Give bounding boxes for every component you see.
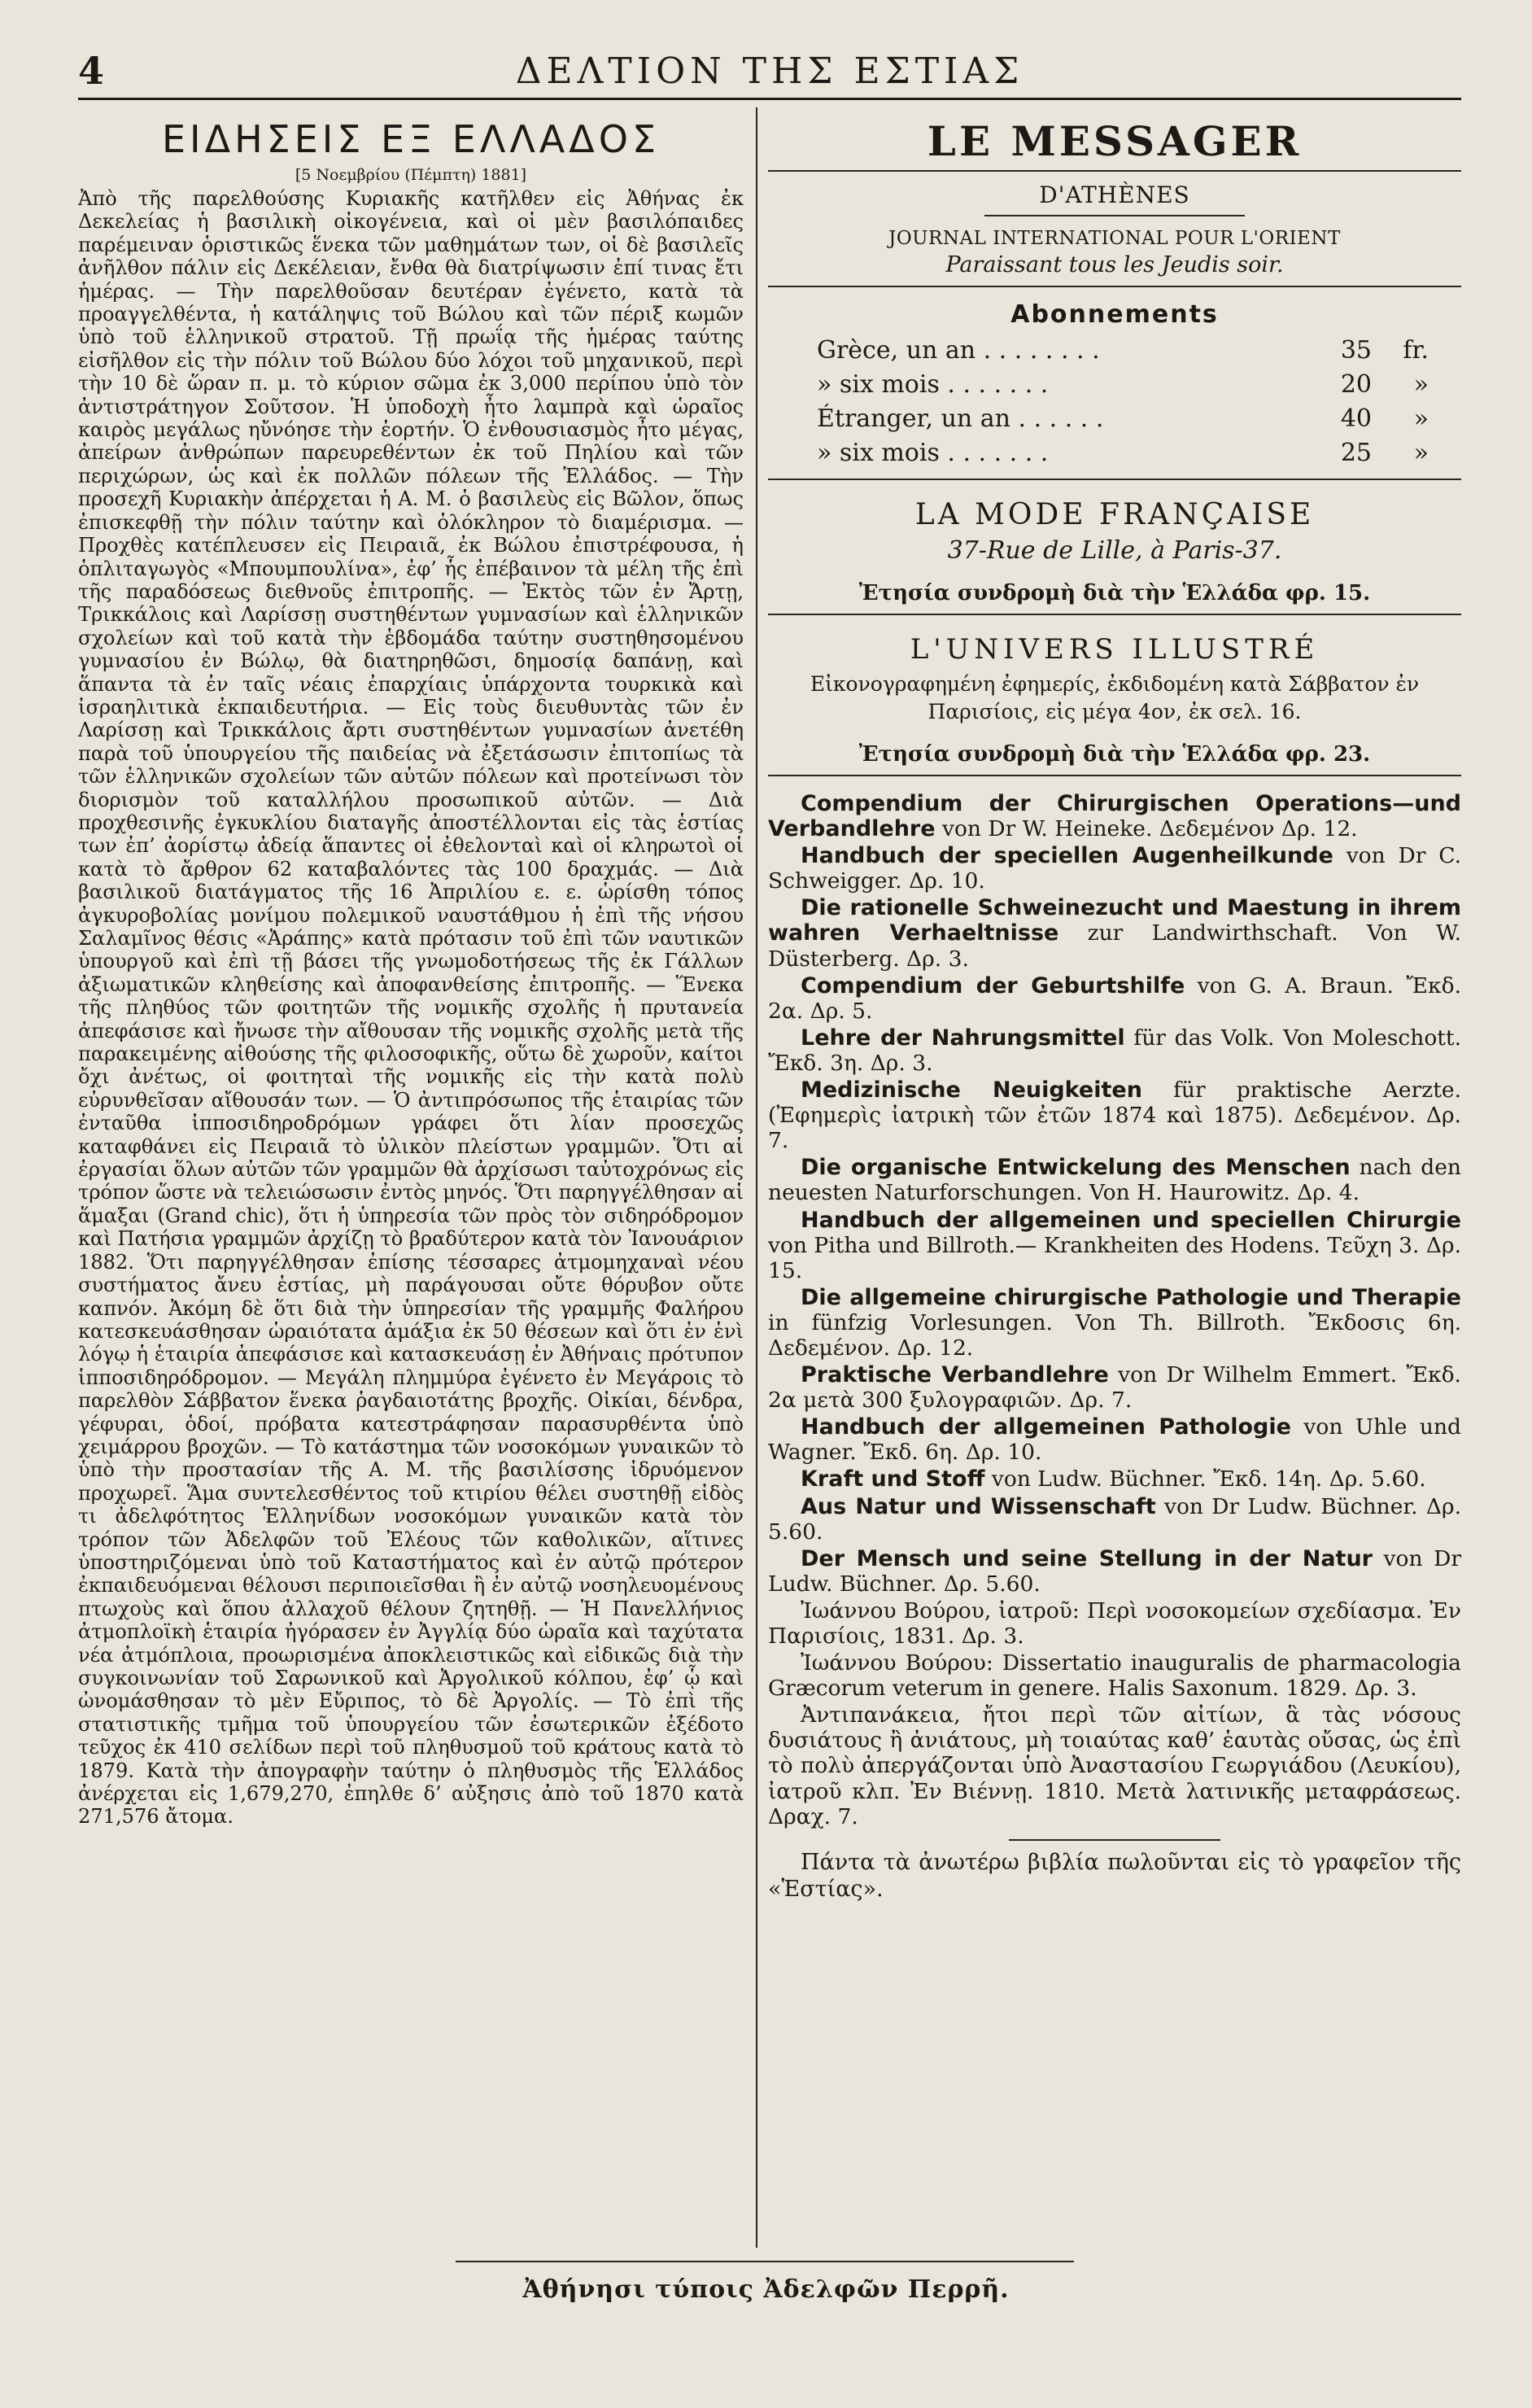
book-title: Der Mensch und seine Stellung in der Natur [801, 1545, 1373, 1571]
book-details: von Uhle und Wagner. Ἔκδ. 6η. Δρ. 10. [768, 1414, 1462, 1466]
book-details: von Dr W. Heineke. Δεδεμένον Δρ. 12. [935, 816, 1358, 842]
price-unit: » [1413, 439, 1429, 467]
book-ad [768, 1025, 1461, 1076]
book-details: Ἰωάννου Βούρου, ἰατροῦ: Περὶ νοσοκομείων σχεδίασμα. Ἐν Παρισίοις, 1831. Δρ. 3. [768, 1597, 1461, 1649]
book-ad [768, 1702, 1461, 1829]
book-title: Praktische Verbandlehre [801, 1362, 1109, 1388]
book-title: Die rationelle Schweinezucht und Maestung in ihrem wahren Verhaeltnisse [768, 895, 1461, 946]
footer-rule [456, 2261, 1074, 2262]
price-row [768, 402, 1461, 436]
price-list [768, 334, 1461, 470]
book-ad [768, 1285, 1461, 1361]
book-title: Handbuch der speciellen Augenheilkunde [801, 843, 1333, 869]
book-title: Compendium der Geburtshilfe [801, 972, 1185, 999]
short-rule [1009, 1839, 1220, 1841]
univers-illustre-subscription: Ἐτησία συνδρομὴ διὰ τὴν Ἑλλάδα φρ. 23. [858, 742, 1371, 767]
book-ad [768, 843, 1461, 894]
right-column [768, 112, 1461, 1925]
price-unit: fr. [1403, 336, 1429, 365]
book-details: Ἀντιπανάκεια, ἤτοι περὶ τῶν αἰτίων, ἃ τὰς νόσους δυσιάτους ἢ ἀνιάτους, μὴ τοιαύτας καθ’ ἑαυτὰς οὔσας, ὡς ἐπὶ τὸ πολὺ ἀπεργάζονται ὑπὸ Ἀναστασίου Γεωργιάδου (Λευκίου), ἰατροῦ κλπ. Ἐν Βιέννῃ. 1810. Μετὰ λατινικῆς μεταφράσεως. Δραχ. 7. [768, 1702, 1461, 1829]
book-details: von Dr Ludw. Büchner. Δρ. 5.60. [768, 1493, 1461, 1545]
printer-imprint: Ἀθήνησι τύποις Ἀδελφῶν Περρῆ. [522, 2275, 1010, 2304]
news-paragraph: Ἀπὸ τῆς παρελθούσης Κυριακῆς κατῆλθεν εἰς Ἀθήνας ἐκ Δεκελείας ἡ βασιλικὴ οἰκογένεια, καὶ οἱ μὲν βασιλόπαιδες παρέμειναν ὁριστικῶς ἕνεκα τῶν μαθημάτων των, οἱ δὲ βασιλεῖς ἀνῆλθον πάλιν εἰς Δεκέλειαν, ἔνθα θὰ διατρίψωσιν ἐπί τινας ἔτι ἡμέρας. — Τὴν παρελθοῦσαν δευτέραν ἐγένετο, κατὰ τὰ προαγγελθέντα, ἡ κατάληψις τοῦ Βώλου καὶ τῶν πέριξ κωμῶν ὑπὸ τοῦ ἑλληνικοῦ στρατοῦ. Τῇ πρωΐᾳ τῆς ἡμέρας ταύτης εἰσῆλθον εἰς τὴν πόλιν τοῦ Βώλου δύο λόχοι τοῦ μηχανικοῦ, περὶ τὴν 10 δὲ ὥραν π. μ. τὸ κύριον σῶμα ἐκ 3,000 περίπου ὑπὸ τὸν ἀντιστράτηγον Σοῦτσον. Ἡ ὑποδοχὴ ἦτο λαμπρὰ καὶ ὡραῖος καιρὸς μεγάλως ηὔνόησε τὴν ἑορτήν. Ὁ ἐνθουσιασμὸς ἦτο μέγας, ἀπείρων ἀνθρώπων παρευρεθέντων ἐκ τοῦ Πηλίου καὶ τῶν περιχώρων, ὡς καὶ ἐκ πολλῶν πόλεων τῆς Ἑλλάδος. — Τὴν προσεχῆ Κυριακὴν ἀπέρχεται ἡ Α. Μ. ὁ βασιλεὺς εἰς Βῶλον, ὅπως ἐπισκεφθῇ τὴν πόλιν ταύτην καὶ ὁλόκληρον τὸ διαμέρισμα. — Προχθὲς κατέπλευσεν εἰς Πειραιᾶ, ἐκ Βώλου ἐπιστρέφουσα, ἡ ὁπλιταγωγὸς «Μπουμπουλίνα», ἐφ’ ἧς ἐπέβαινον τὰ μέλη τῆς ἐπὶ τῆς παραδόσεως διεθνοῦς ἐπιτροπῆς. — Ἐκτὸς τῶν ἐν Ἄρτῃ, Τρικκάλοις καὶ Λαρίσσῃ συστηθέντων γυμνασίων καὶ ἑλληνικῶν σχολείων καὶ τοῦ κατὰ τὴν ἑβδομάδα ταύτην συστηθησομένου γυμνασίου ἐν Βώλῳ, θὰ διατηρηθῶσι, δημοσίᾳ δαπάνῃ, καὶ ἅπαντα τὰ ἐν ταῖς νέαις ἐπαρχίαις ὑπάρχοντα τουρκικὰ καὶ ἰσραηλιτικὰ ἐκπαιδευτήρια. — Εἰς τοὺς διευθυντὰς τῶν ἐν Λαρίσσῃ καὶ Τρικκάλοις ἄρτι συστηθέντων γυμνασίων ἀνετέθη παρὰ τοῦ ὑπουργείου τῆς παιδείας νὰ ἐξετάσωσιν ἐπιτοπίως τὰ τῶν ἑλληνικῶν σχολείων τῶν αὐτῶν πόλεων καὶ προτείνωσι τὸν διορισμὸν τοῦ καταλλήλου προσωπικοῦ αὐτῶν. — Διὰ προχθεσινῆς ἐγκυκλίου διαταγῆς ἀποστέλλονται εἰς τὰς ἑστίας των ἐπ’ ἀορίστῳ ἀδείᾳ ἅπαντες οἱ ἐθελονταὶ καὶ οἱ κληρωτοὶ οἱ κατὰ τὸ ἄρθρον 62 καταβαλόντες τὰς 100 δραχμάς. — Διὰ βασιλικοῦ διατάγματος τῆς 16 Ἀπριλίου ε. ε. ὡρίσθη τόπος ἀγκυροβολίας μονίμου πολεμικοῦ ναυστάθμου ἡ ἐπὶ τῆς νήσου Σαλαμῖνος θέσις «Ἀράπης» κατὰ πρότασιν τοῦ ἐπὶ τῶν ναυτικῶν ὑπουργοῦ καὶ ἐπὶ τῇ βάσει τῆς γνωμοδοτήσεως τῆς ἐκ Γάλλων ἀξιωματικῶν κληθείσης καὶ ἀποφανθείσης ἐπιτροπῆς. — Ἕνεκα τῆς πληθύος τῶν φοιτητῶν τῆς νομικῆς σχολῆς ἡ πρυτανεία ἀπεφάσισε καὶ ἤνωσε τὴν αἴθουσαν τῆς νομικῆς σχολῆς μετὰ τῆς παρακειμένης αἰθούσης τῆς φιλοσοφικῆς, οὕτω δὲ χωροῦν, καίτοι ὄχι ἀνέτως, οἱ φοιτηταὶ τῆς νομικῆς εἰς τὴν κατὰ πολὺ εὐρυνθεῖσαν αἴθουσάν των. — Ὁ ἀντιπρόσωπος τῆς ἑταιρίας τῶν ἐνταῦθα ἱπποσιδηροδρόμων γράφει ὅτι λίαν προσεχῶς καταφθάνει εἰς Πειραιᾶ τὸ ὑλικὸν πλείστων γραμμῶν. Ὅτι αἱ ἐργασίαι ὅλων αὐτῶν τῶν γραμμῶν θὰ ἀρχίσωσι ταὐτοχρόνως εἰς τρόπον ὥστε νὰ τελειώσωσιν ἐντὸς μηνός. Ὅτι παρηγγέλθησαν αἱ ἅμαξαι (Grand chic), ὅτι ἡ ὑπηρεσία τῶν πρὸς τὸν σιδηρόδρομον καὶ Πατήσια γραμμῶν ἀρχίζῃ τὸ βραδύτερον κατὰ τὸν Ἰανουάριον 1882. Ὅτι παρηγγέλθησαν ἐπίσης τέσσαρες ἀτμομηχαναὶ νέου συστήματος ἄνευ ἑστίας, μὴ παράγουσαι οὔτε θόρυβον οὔτε καπνόν. Ἀκόμη δὲ ὅτι διὰ τὴν ὑπηρεσίαν τῆς γραμμῆς Φαλήρου κατεσκευάσθησαν ὡραιότατα ἁμάξια ἐκ 50 θέσεων καὶ ὅτι ἐν ἑνὶ λόγῳ ἡ ἑταιρία ἀπεφάσισε καὶ κατασκευάσῃ ἐν Ἀθήναις πρότυπον ἱπποσιδηρόδρομον. — Μεγάλη πλημμύρα ἐγένετο ἐν Μεγάροις τὸ παρελθὸν Σάββατον ἕνεκα ῥαγδαιοτάτης βροχῆς. Οἰκίαι, δένδρα, γέφυραι, ὁδοί, πρόβατα κατεστράφησαν παρασυρθέντα ὑπὸ χειμάρρου βροχῶν. — Τὸ κατάστημα τῶν νοσοκόμων γυναικῶν τὸ ὑπὸ τὴν προστασίαν τῆς Α. Μ. τῆς βασιλίσσης ἱδρυόμενον προχωρεῖ. Ἅμα συντελεσθέντος τοῦ κτιρίου θέλει συστηθῇ εἰδὸς τι ἀδελφότητος Ἑλληνίδων νοσοκόμων γυναικῶν κατὰ τὸν τρόπον τῶν Ἀδελφῶν τοῦ Ἐλέους τῶν καθολικῶν, αἵτινες ὑποστηριζόμεναι ὑπὸ τοῦ Καταστήματος καὶ ἐν αὐτῷ πρότερον ἐκπαιδευόμεναι θέλουσι περιποιεῖσθαι ἢ ἐν αὐτῷ νοσηλευομένους πτωχοὺς καὶ ὅπου ἀλλαχοῦ θέλουν ζητηθῇ. — Ἡ Πανελλήνιος ἀτμοπλοϊκὴ ἑταιρία ἠγόρασεν ἐν Ἀγγλίᾳ δύο ὡραῖα καὶ ταχύτατα νέα ἀτμόπλοια, προωρισμένα ἀποκλειστικῶς καὶ εἰδικῶς διὰ τὴν συγκοινωνίαν τοῦ Σαρωνικοῦ καὶ Ἀργολικοῦ κόλπου, ἐφ’ ᾧ καὶ ὠνομάσθησαν τὸ μὲν Εὔριπος, τὸ δὲ Ἀργολίς. — Τὸ ἐπὶ τῆς στατιστικῆς τμῆμα τοῦ ὑπουργείου τῶν ἐσωτερικῶν ἐξέδοτο τεῦχος ἐκ 410 σελίδων περὶ τοῦ πληθυσμοῦ τοῦ κράτους κατὰ τὸ 1879. Κατὰ τὴν ἀπογραφὴν ταύτην ὁ πληθυσμὸς τῆς Ἑλλάδος ἀνέρχεται εἰς 1,679,270, ἐπηλθε δ’ αὐξησις ἀπὸ τοῦ 1870 κατὰ 271,576 ἄτομα. [78, 187, 744, 1829]
masthead: LE MESSAGER [927, 117, 1303, 165]
book-ad [768, 1155, 1461, 1205]
column-rule [756, 107, 757, 2248]
book-details: von Ludw. Büchner. Ἔκδ. 14η. Δρ. 5.60. [984, 1466, 1426, 1492]
divider [768, 479, 1461, 480]
book-details: von Dr Wilhelm Emmert. Ἔκδ. 2α μετὰ 300 ξυλογραφιῶν. Δρ. 7. [768, 1362, 1461, 1414]
book-title: Kraft und Stoff [801, 1466, 985, 1492]
publication-schedule: Paraissant tous les Jeudis soir. [945, 252, 1284, 278]
price-label: Étranger, un an . . . . . . [817, 404, 1104, 433]
book-details: zur Landwirthschaft. Von W. Düsterberg. Δρ. 3. [768, 920, 1461, 972]
book-title: Die organische Entwickelung des Menschen [801, 1155, 1351, 1181]
divider [768, 775, 1461, 776]
divider [768, 614, 1461, 615]
book-title: Aus Natur und Wissenschaft [801, 1493, 1156, 1519]
book-ad [768, 1650, 1461, 1701]
price-value: 40 [1340, 404, 1372, 433]
book-ad [768, 1546, 1461, 1597]
masthead-subtitle: D'ATHÈNES [1039, 181, 1190, 208]
subscriptions-title: Abonnements [1010, 300, 1219, 329]
price-row [768, 368, 1461, 402]
book-ad [768, 1598, 1461, 1649]
book-ad [768, 1466, 1461, 1492]
mode-francaise-address: 37-Rue de Lille, à Paris-37. [947, 536, 1282, 565]
divider [768, 286, 1461, 287]
book-title: Compendium der Chirurgischen Operations—und Verbandlehre [768, 791, 1461, 842]
price-row [768, 334, 1461, 368]
book-title: Handbuch der allgemeinen Pathologie [801, 1414, 1291, 1440]
book-ad [768, 791, 1461, 841]
journal-description: JOURNAL INTERNATIONAL POUR L'ORIENT [888, 228, 1341, 249]
price-value: 35 [1340, 336, 1372, 365]
price-row [768, 436, 1461, 470]
book-details: für praktische Aerzte. (Ἐφημερὶς ἰατρικὴ τῶν ἐτῶν 1874 καὶ 1875). Δεδεμένον. Δρ. 7. [768, 1077, 1461, 1154]
book-title: Die allgemeine chirurgische Pathologie und Therapie [801, 1284, 1461, 1310]
book-details: nach den neuesten Naturforschungen. Von H. Haurowitz. Δρ. 4. [768, 1155, 1461, 1206]
mode-francaise-subscription: Ἐτησία συνδρομὴ διὰ τὴν Ἑλλάδα φρ. 15. [858, 581, 1371, 605]
price-label: » six mois . . . . . . . [817, 439, 1049, 467]
book-ad [768, 1362, 1461, 1413]
book-ad [768, 1077, 1461, 1153]
section-title: ΕΙΔΗΣΕΙΣ ΕΞ ΕΛΛΑΔΟΣ [161, 117, 661, 161]
mode-francaise-title: LA MODE FRANÇAISE [914, 498, 1315, 531]
book-title: Handbuch der allgemeinen und speciellen Chirurgie [801, 1207, 1461, 1233]
univers-illustre-description: Εἰκονογραφημένη ἐφημερίς, ἐκδιδομένη κατὰ Σάββατον ἐν Παρισίοις, εἰς μέγα 4ον, ἐκ σελ. 16. [810, 672, 1420, 723]
book-ad [768, 1494, 1461, 1545]
price-unit: » [1413, 404, 1429, 433]
book-advertisements [768, 791, 1461, 1829]
dateline: [5 Νοεμβρίου (Πέμπτη) 1881] [295, 166, 527, 184]
book-details: von Dr Ludw. Büchner. Δρ. 5.60. [768, 1545, 1461, 1597]
left-column [78, 112, 744, 1829]
price-label: » six mois . . . . . . . [817, 370, 1049, 399]
page-number: 4 [78, 49, 105, 93]
book-ad [768, 895, 1461, 971]
running-head [78, 42, 1461, 101]
price-label: Grèce, un an . . . . . . . . [817, 336, 1100, 365]
book-ad [768, 973, 1461, 1024]
book-details: von G. A. Braun. Ἔκδ. 2α. Δρ. 5. [768, 972, 1462, 1024]
book-details: von Dr C. Schweigger. Δρ. 10. [768, 843, 1461, 894]
book-details: Ἰωάννου Βούρου: Dissertatio inauguralis de pharmacologia Græcorum veterum in genere. Halis Saxonum. 1829. Δρ. 3. [768, 1650, 1461, 1702]
book-title: Lehre der Nahrungsmittel [801, 1025, 1125, 1051]
journal-title: ΔΕΛΤΙΟΝ ΤΗΣ ΕΣΤΙΑΣ [515, 50, 1024, 92]
short-rule [984, 215, 1245, 216]
masthead-rule [768, 170, 1461, 172]
book-ad [768, 1208, 1461, 1283]
price-unit: » [1413, 370, 1429, 399]
closing-note: Πάντα τὰ ἀνωτέρω βιβλία πωλοῦνται εἰς τὸ γραφεῖον τῆς «Ἑστίας». [768, 1849, 1461, 1902]
book-ad [768, 1414, 1461, 1465]
price-value: 20 [1340, 370, 1372, 399]
header-rule [78, 98, 1461, 100]
book-details: in fünfzig Vorlesungen. Von Th. Billroth. Ἔκδοσις 6η. Δεδεμένον. Δρ. 12. [768, 1309, 1461, 1361]
book-title: Medizinische Neuigkeiten [801, 1077, 1142, 1103]
book-details: von Pitha und Billroth.— Krankheiten des Hodens. Τεῦχη 3. Δρ. 15. [768, 1232, 1461, 1283]
book-details: für das Volk. Von Moleschott. Ἔκδ. 3η. Δρ. 3. [768, 1025, 1461, 1076]
price-value: 25 [1340, 439, 1372, 467]
univers-illustre-title: L'UNIVERS ILLUSTRÉ [910, 633, 1320, 666]
